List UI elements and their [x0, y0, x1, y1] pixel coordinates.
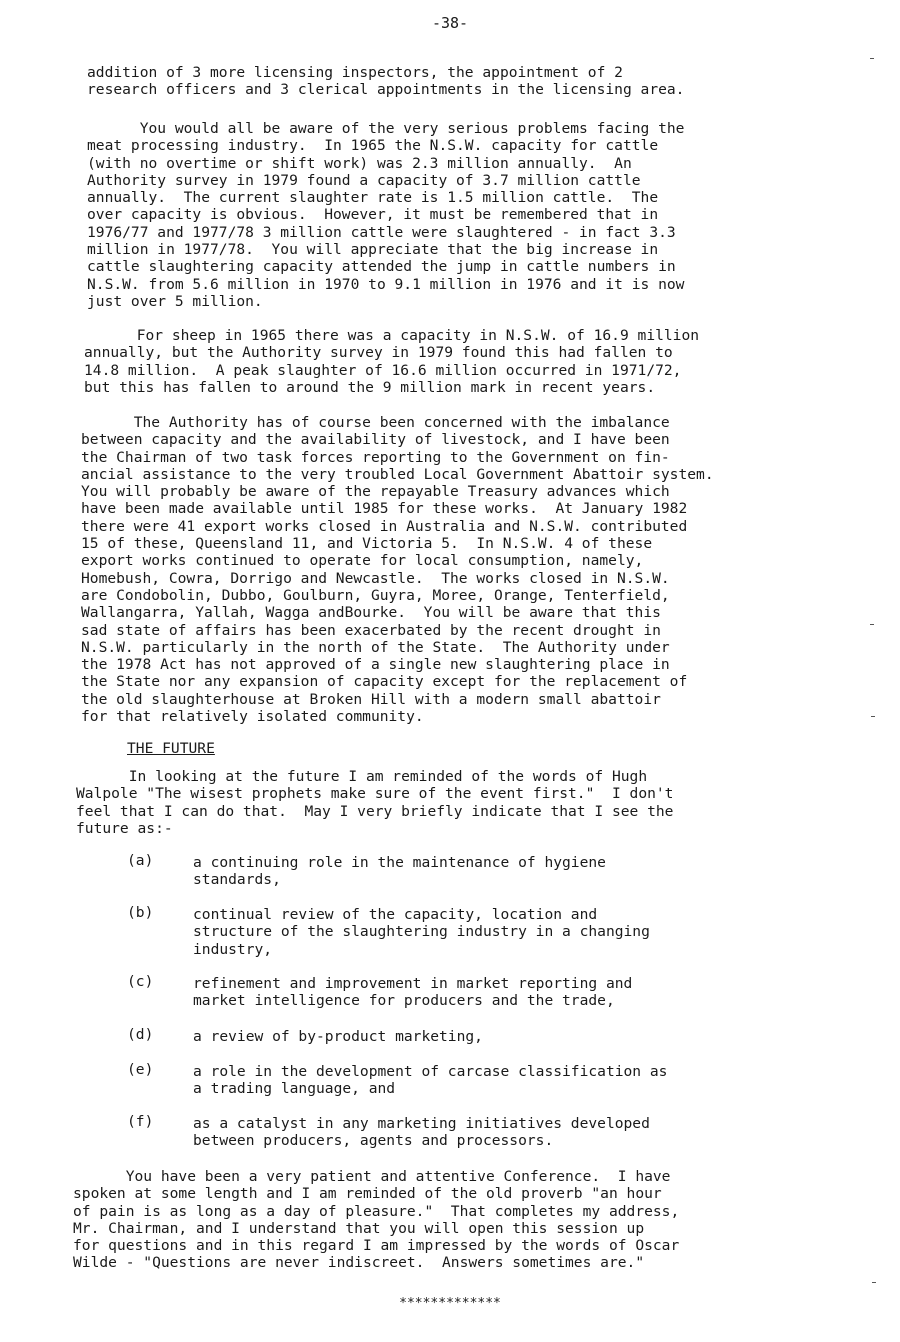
text-line: continual review of the capacity, location and — [193, 906, 598, 923]
text-line: the Chairman of two task forces reporting to the Government on fin- — [81, 448, 670, 466]
margin-mark — [870, 624, 874, 625]
text-line: industry, — [193, 940, 273, 958]
text-line: meat processing industry. In 1965 the N.S.W. capacity for cattle — [87, 137, 659, 155]
text-line: N.S.W. particularly in the north of the State. The Authority under — [81, 638, 670, 656]
text-line: are Condobolin, Dubbo, Goulburn, Guyra, Moree, Orange, Tenterfield, — [81, 586, 670, 604]
text-line: You will probably be aware of the repayable Treasury advances which — [81, 483, 670, 501]
text-line: between capacity and the availability of livestock, and I have been — [81, 431, 670, 449]
text-line: market intelligence for producers and the trade, — [193, 992, 615, 1010]
text-line: future as:- — [76, 819, 173, 837]
list-item-text — [193, 854, 606, 889]
paragraph-cattle-capacity — [87, 120, 900, 310]
text-line: spoken at some length and I am reminded of the old proverb "an hour — [73, 1185, 662, 1203]
paragraph-abattoir-system — [81, 414, 900, 725]
margin-mark — [871, 716, 875, 717]
paragraph-licensing — [87, 64, 900, 99]
text-line: N.S.W. from 5.6 million in 1970 to 9.1 million in 1976 and it is now — [87, 275, 685, 293]
list-item-label: (f) — [127, 1113, 154, 1130]
text-line: million in 1977/78. You will appreciate that the big increase in — [87, 241, 659, 259]
paragraph-closing — [73, 1168, 900, 1272]
text-line: annually, but the Authority survey in 1979 found this had fallen to — [84, 344, 673, 362]
text-line: export works continued to operate for local consumption, namely, — [81, 552, 644, 570]
text-line: feel that I can do that. May I very briefly indicate that I see the — [76, 802, 674, 820]
text-line: 1976/77 and 1977/78 3 million cattle were slaughtered - in fact 3.3 — [87, 223, 676, 241]
paragraph-future-intro — [76, 768, 900, 837]
text-line: the old slaughterhouse at Broken Hill with a modern small abattoir — [81, 690, 661, 708]
end-marker: ************* — [399, 1296, 501, 1311]
text-line: Wallangarra, Yallah, Wagga andBourke. You will be aware that this — [81, 604, 661, 622]
text-line: standards, — [193, 871, 281, 889]
text-line: For sheep in 1965 there was a capacity in N.S.W. of 16.9 million — [84, 327, 700, 344]
list-item-text — [193, 1063, 667, 1098]
text-line: have been made available until 1985 for these works. At January 1982 — [81, 500, 688, 518]
text-line: cattle slaughtering capacity attended the jump in cattle numbers in — [87, 258, 676, 276]
text-line: a role in the development of carcase classification as — [193, 1063, 668, 1080]
text-line: 14.8 million. A peak slaughter of 16.6 million occurred in 1971/72, — [84, 361, 682, 379]
list-item-text — [193, 975, 632, 1010]
list-item-label: (e) — [127, 1061, 154, 1078]
text-line: for questions and in this regard I am impressed by the words of Oscar — [73, 1237, 680, 1255]
text-line: a review of by-product marketing, — [193, 1028, 483, 1045]
text-line: but this has fallen to around the 9 million mark in recent years. — [84, 378, 656, 396]
text-line: 15 of these, Queensland 11, and Victoria 5. In N.S.W. 4 of these — [81, 535, 653, 553]
text-line: You have been a very patient and attentive Conference. I have — [73, 1168, 671, 1185]
page-number: -38- — [431, 14, 469, 32]
text-line: structure of the slaughtering industry in a changing — [193, 923, 650, 941]
list-item-text — [193, 906, 650, 958]
text-line: there were 41 export works closed in Australia and N.S.W. contributed — [81, 517, 688, 535]
list-item-label: (c) — [127, 973, 154, 990]
list-item-label: (b) — [127, 904, 154, 921]
text-line: the State nor any expansion of capacity except for the replacement of — [81, 673, 688, 691]
text-line: of pain is as long as a day of pleasure." That completes my address, — [73, 1202, 680, 1220]
text-line: just over 5 million. — [87, 292, 263, 310]
list-item-text — [193, 1028, 483, 1045]
text-line: ancial assistance to the very troubled Local Government Abattoir system. — [81, 465, 714, 483]
list-item-label: (a) — [127, 852, 154, 869]
text-line: the 1978 Act has not approved of a single new slaughtering place in — [81, 656, 670, 674]
text-line: for that relatively isolated community. — [81, 708, 424, 726]
text-line: Walpole "The wisest prophets make sure of the event first." I don't — [76, 785, 674, 803]
margin-mark — [872, 1282, 876, 1283]
text-line: between producers, agents and processors. — [193, 1132, 554, 1150]
list-item-label: (d) — [127, 1026, 154, 1043]
text-line: sad state of affairs has been exacerbated by the recent drought in — [81, 621, 661, 639]
text-line: You would all be aware of the very serious problems facing the — [87, 120, 685, 137]
list-item-text — [193, 1115, 650, 1150]
text-line: a continuing role in the maintenance of hygiene — [193, 854, 606, 871]
section-heading-future: THE FUTURE — [127, 740, 215, 757]
text-line: (with no overtime or shift work) was 2.3 million annually. An — [87, 154, 632, 172]
margin-mark — [870, 58, 874, 59]
text-line: research officers and 3 clerical appointments in the licensing area. — [87, 81, 685, 99]
text-line: Homebush, Cowra, Dorrigo and Newcastle. The works closed in N.S.W. — [81, 569, 670, 587]
text-line: addition of 3 more licensing inspectors, the appointment of 2 — [87, 64, 623, 81]
text-line: Wilde - "Questions are never indiscreet. Answers sometimes are." — [73, 1254, 645, 1272]
text-line: refinement and improvement in market reporting and — [193, 975, 633, 992]
text-line: Authority survey in 1979 found a capacity of 3.7 million cattle — [87, 171, 641, 189]
text-line: In looking at the future I am reminded of the words of Hugh — [76, 768, 648, 785]
text-line: annually. The current slaughter rate is 1.5 million cattle. The — [87, 189, 659, 207]
text-line: Mr. Chairman, and I understand that you will open this session up — [73, 1219, 645, 1237]
text-line: over capacity is obvious. However, it must be remembered that in — [87, 206, 659, 224]
paragraph-sheep-capacity — [84, 327, 900, 396]
text-line: The Authority has of course been concerned with the imbalance — [81, 414, 670, 431]
text-line: a trading language, and — [193, 1080, 396, 1098]
text-line: as a catalyst in any marketing initiatives developed — [193, 1115, 650, 1132]
